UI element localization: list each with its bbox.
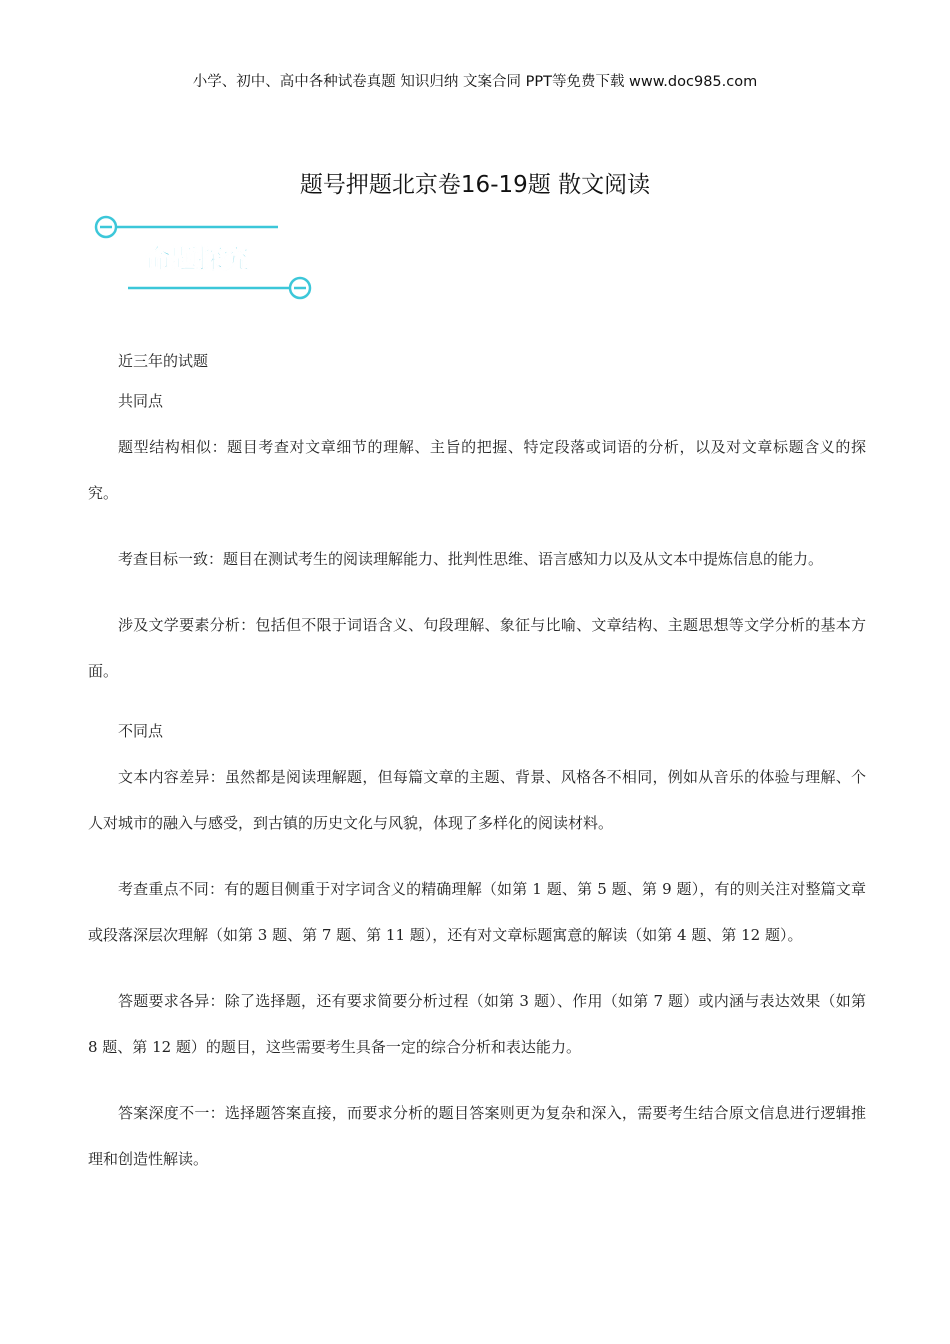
diff-point: 文本内容差异：虽然都是阅读理解题，但每篇文章的主题、背景、风格各不相同，例如从音乐的体验与理解、个人对城市的融入与感受，到古镇的历史文化与风貌，体现了多样化的阅读材料。 [88,768,866,832]
intro-line: 近三年的试题 [118,352,209,370]
banner-label: 命题探究 [145,245,250,275]
common-point: 涉及文学要素分析：包括但不限于词语含义、句段理解、象征与比喻、文章结构、主题思想等文学分析的基本方面。 [88,616,866,680]
site-header-text: 小学、初中、高中各种试卷真题 知识归纳 文案合同 PPT等免费下载 www.doc985.com [192,74,758,90]
article-body [88,344,866,1202]
diff-point: 答题要求各异：除了选择题，还有要求简要分析过程（如第 3 题）、作用（如第 7 题）或内涵与表达效果（如第 8 题、第 12 题）的题目，这些需要考生具备一定的综合分析和表达能力。 [88,992,866,1056]
common-point: 题型结构相似：题目考查对文章细节的理解、主旨的把握、特定段落或词语的分析，以及对文章标题含义的探究。 [88,438,866,502]
section-banner [90,208,320,308]
diff-point: 答案深度不一：选择题答案直接，而要求分析的题目答案则更为复杂和深入，需要考生结合原文信息进行逻辑推理和创造性解读。 [88,1104,866,1168]
common-point: 考查目标一致：题目在测试考生的阅读理解能力、批判性思维、语言感知力以及从文本中提炼信息的能力。 [118,550,824,568]
page-title: 题号押题北京卷16-19题 散文阅读 [299,172,651,198]
diff-point: 考查重点不同：有的题目侧重于对字词含义的精确理解（如第 1 题、第 5 题、第 9 题），有的则关注对整篇文章或段落深层次理解（如第 3 题、第 7 题、第 11 题），还有对文章标题寓意的解读（如第 4 题、第 12 题）。 [88,880,866,944]
diff-heading: 不同点 [118,722,164,740]
common-heading: 共同点 [118,392,164,410]
